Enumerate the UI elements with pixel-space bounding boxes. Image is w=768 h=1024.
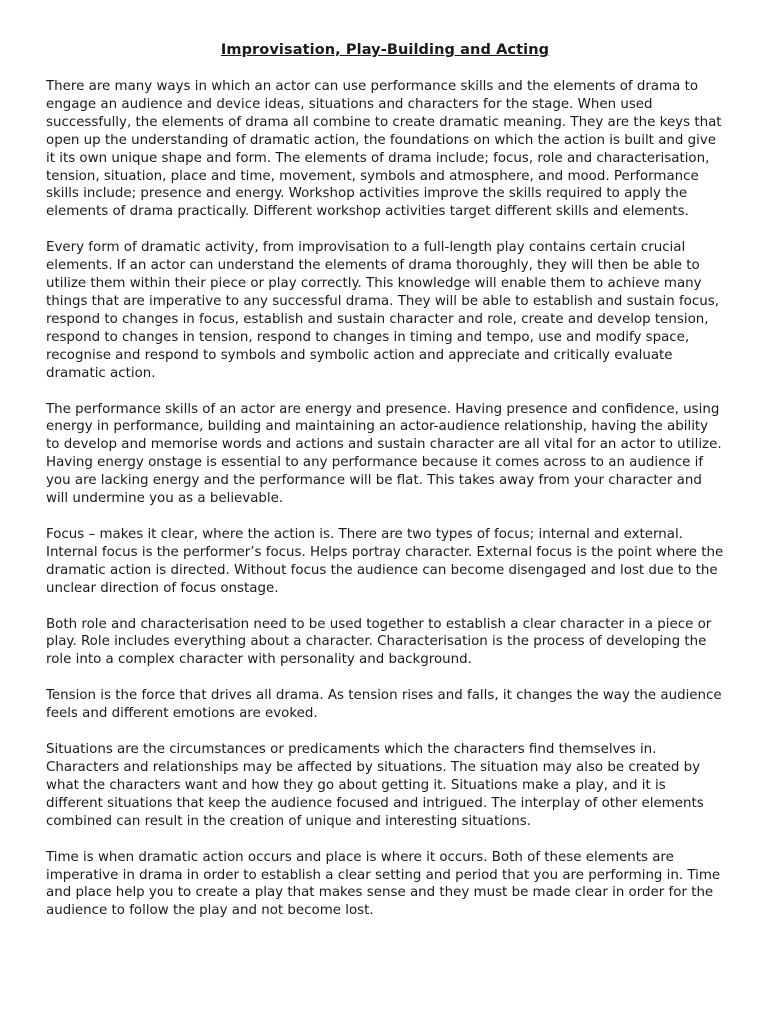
paragraph-performance-skills: The performance skills of an actor are energy and presence. Having presence and confidence, using energy in performance, building and maintaining an actor-audience relationship, having the ability to develop and memorise words and actions and sustain character are all vital for an actor to utilize. Having energy onstage is essential to any performance because it comes across to an audience if you are lacking energy and the performance will be flat. This takes away from your character and will undermine you as a believable. <box>46 401 722 507</box>
document-page <box>46 40 724 938</box>
document-title: Improvisation, Play-Building and Acting <box>220 42 550 58</box>
paragraph-intro: There are many ways in which an actor can use performance skills and the elements of drama to engage an audience and device ideas, situations and characters for the stage. When used successfully, the elements of drama all combine to create dramatic meaning. They are the keys that open up the understanding of dramatic action, the foundations on which the action is built and give it its own unique shape and form. The elements of drama include; focus, role and characterisation, tension, situation, place and time, movement, symbols and atmosphere, and mood. Performance skills include; presence and energy. Workshop activities improve the skills required to apply the elements of drama practically. Different workshop activities target different skills and elements. <box>46 79 722 220</box>
paragraph-time-place: Time is when dramatic action occurs and place is where it occurs. Both of these elements are imperative in drama in order to establish a clear setting and period that you are performing in. Time and place help you to create a play that makes sense and they must be made clear in order for the audience to follow the play and not become lost. <box>46 849 721 919</box>
paragraph-tension: Tension is the force that drives all drama. As tension rises and falls, it changes the way the audience feels and different emotions are evoked. <box>46 688 722 722</box>
paragraph-situations: Situations are the circumstances or predicaments which the characters find themselves in. Characters and relationships may be affected by situations. The situation may also be created by what the characters want and how they go about getting it. Situations make a play, and it is different situations that keep the audience focused and intrigued. The interplay of other elements combined can result in the creation of unique and interesting situations. <box>46 742 704 829</box>
paragraph-focus: Focus – makes it clear, where the action is. There are two types of focus; internal and external. Internal focus is the performer’s focus. Helps portray character. External focus is the point where the dramatic action is directed. Without focus the audience can become disengaged and lost due to the unclear direction of focus onstage. <box>46 526 724 596</box>
paragraph-dramatic-activity: Every form of dramatic activity, from improvisation to a full-length play contains certain crucial elements. If an actor can understand the elements of drama thoroughly, they will then be able to utilize them within their piece or play correctly. This knowledge will enable them to achieve many things that are imperative to any successful drama. They will be able to establish and sustain focus, respond to changes in focus, establish and sustain character and role, create and develop tension, respond to changes in tension, respond to changes in timing and tempo, use and modify space, recognise and respond to symbols and symbolic action and appreciate and critically evaluate dramatic action. <box>46 240 719 381</box>
paragraph-role-characterisation: Both role and characterisation need to be used together to establish a clear character in a piece or play. Role includes everything about a character. Characterisation is the process of developing the role into a complex character with personality and background. <box>46 616 712 668</box>
